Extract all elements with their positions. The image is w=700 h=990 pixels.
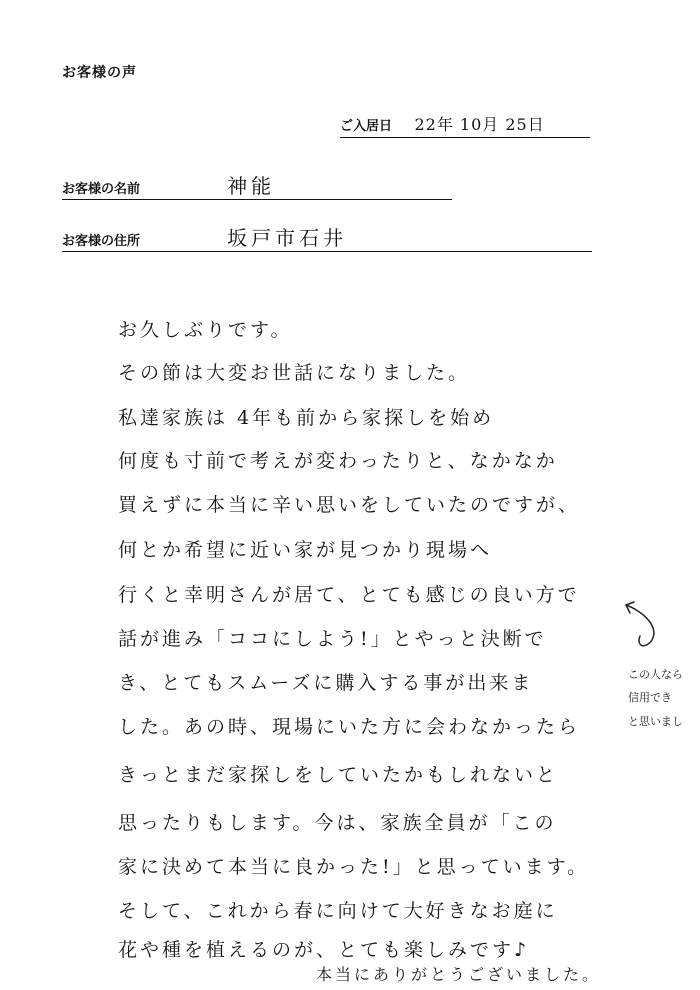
letter-line: 花や種を植えるのが、とても楽しみです♪	[118, 939, 530, 961]
letter-line: 思ったりもします。今は、家族全員が「この	[118, 812, 557, 834]
letter-line: 本当にありがとうございました。	[316, 965, 602, 984]
letter-line: そして、これから春に向けて大好きなお庭に	[118, 900, 558, 922]
customer-name-value: 神能	[227, 174, 276, 198]
letter-line: 話が進み「ココにしよう!」とやっと決断で	[118, 628, 547, 650]
letter-line: その節は大変お世話になりました。	[118, 362, 471, 384]
letter-line: 家に決めて本当に良かった!」と思っています。	[118, 856, 590, 878]
customer-address-label: お客様の住所	[62, 234, 141, 249]
move-in-date-value: 22年 10月 25日	[414, 115, 545, 134]
customer-name-label: お客様の名前	[62, 182, 141, 197]
form-title: お客様の声	[62, 65, 137, 81]
move-in-date-label: ご入居日	[340, 119, 393, 134]
letter-line: 買えずに本当に辛い思いをしていたのですが、	[118, 494, 581, 516]
letter-line: き、とてもスムーズに購入する事が出来ま	[118, 672, 534, 694]
margin-note: この人なら	[628, 668, 683, 681]
customer-address-value: 坂戸市石井	[227, 226, 348, 250]
letter-line: 行くと幸明さんが居て、とても感じの良い方で	[118, 584, 580, 606]
margin-note: と思いまし	[628, 715, 683, 728]
letter-line: した。あの時、現場にいた方に会わなかったら	[118, 716, 581, 738]
letter-line: お久しぶりです。	[118, 319, 293, 341]
margin-note: 信用でき	[628, 691, 672, 704]
letter-line: 何とか希望に近い家が見つかり現場へ	[118, 539, 493, 561]
letter-line: 私達家族は 4年も前から家探しを始め	[118, 407, 495, 429]
letter-line: きっとまだ家探しをしていたかもしれないと	[118, 764, 559, 786]
letter-line: 何度も寸前で考えが変わったりと、なかなか	[118, 450, 558, 472]
